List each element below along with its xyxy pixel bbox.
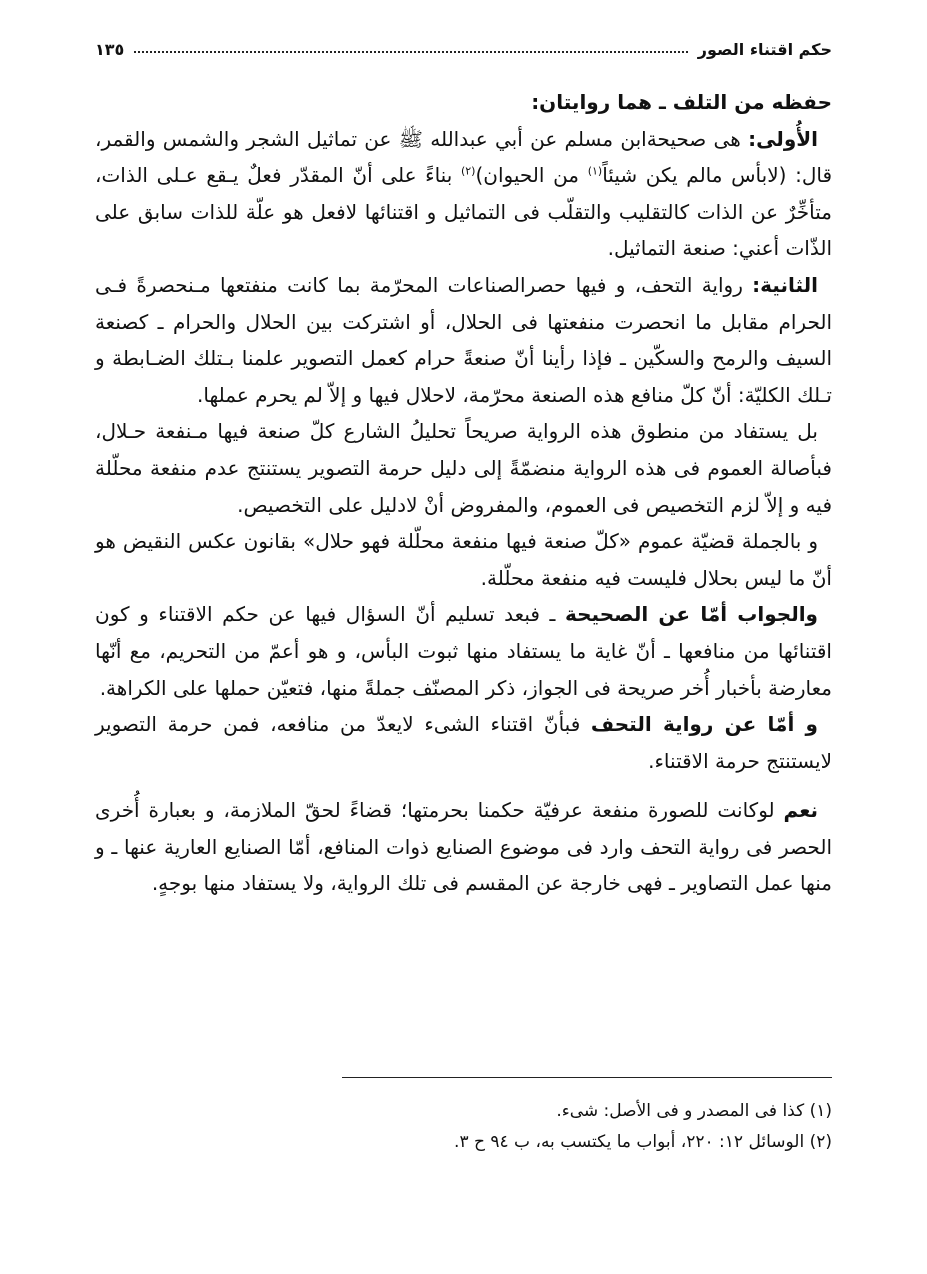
paragraph-5-text: و بالجملة قضيّة عموم «كلّ صنعة فيها منفعة محلّلة فهو حلال» بقانون عكس النقيض هو أنّ ما ليس بحلال فليست فيه منفعة محلّلة. [95, 529, 832, 590]
page-number: ١٣٥ [95, 39, 125, 59]
paragraph-4 [95, 413, 832, 523]
paragraph-6-text: ـ فبعد تسليم أنّ السؤال فيها عن حكم الاقتناء و كون اقتنائها من منافعها ـ أنّ غاية ما يستفاد منها ثبوت البأس، و هو أعمّ من التحريم، مع أنّها معارضة بأخبار أُخر صريحة فى الجواز، ذكر المصنّف جملةً منها، فتعيّن حملها على الكراهة. [95, 602, 832, 700]
paragraph-1-text: حفظه من التلف ـ هما روايتان: [531, 90, 832, 114]
paragraph-8 [95, 792, 832, 902]
paragraph-6 [95, 596, 832, 706]
paragraph-2 [95, 121, 832, 267]
footnote-ref-2[interactable]: (٢) [460, 164, 476, 178]
paragraph-3-lead: الثانية: [752, 272, 818, 297]
footnote-ref-1[interactable]: (١) [587, 164, 603, 178]
paragraph-4-text: بل يستفاد من منطوق هذه الرواية صريحاً تحليلُ الشارع كلّ صنعة فيها مـنفعة حـلال، فبأصالة العموم فى هذه الرواية منضمّةً إلى دليل حرمة التصوير يستنتج عدم منفعة محلّلة فيه و إلاّ لزم التخصيص فى العموم، والمفروض أنْ لادليل على التخصيص. [95, 419, 832, 517]
header-title: حكم اقتناء الصور [697, 39, 832, 59]
paragraph-1 [95, 84, 832, 121]
footnote-1: (١) كذا فى المصدر و فى الأصل: شىء. [556, 1101, 832, 1121]
paragraph-2-lead: الأُولى: [748, 126, 818, 151]
paragraph-6-lead: والجواب أمّا عن الصحيحة [565, 602, 818, 627]
footnote-2: (٢) الوسائل ١٢: ٢٢٠، أبواب ما يكتسب به، ب ٩٤ ح ٣. [454, 1132, 832, 1152]
paragraph-8-lead: نعم [783, 798, 818, 823]
paragraph-2-text-c: بناءً على أنّ المقدّر فعلٌ يـقع عـلى الذات، متأخِّرٌ عن الذات كالتقليب والتقلّب فى التماثيل و اقتنائها لافعل هو علّة للذات سابق على الذّات أعني: صنعة التماثيل. [95, 163, 832, 261]
main-text [95, 84, 832, 902]
footnote-separator [342, 1077, 832, 1078]
paragraph-7 [95, 706, 832, 779]
paragraph-2-text-b: من الحيوان) [475, 163, 588, 188]
paragraph-3-text: رواية التحف، و فيها حصرالصناعات المحرّمة بما كانت منفتعها مـنحصرةً فـى الحرام مقابل ما انحصرت منفعتها فى الحلال، أو اشتركت بين الحلال والحرام ـ كصنعة السيف والرمح والسكّين ـ فإذا رأينا أنّ صنعةً حرام كعمل التصوير علمنا بـتلك الضـابطة و تـلك الكليّة: أنّ كلّ منافع هذه الصنعة محرّمة، لاحلال فيها و إلاّ لم يحرم عملها. [95, 272, 832, 407]
paragraph-5 [95, 523, 832, 596]
footnotes [95, 1096, 832, 1158]
paragraph-8-text: لوكانت للصورة منفعة عرفيّة حكمنا بحرمتها؛ قضاءً لحقّ الملازمة، و بعبارة أُخرى الحصر فى رواية التحف وارد فى موضوع الصنايع ذوات المنافع، أمّا الصنايع العارية عنها ـ و منها عمل التصاوير ـ فهى خارجة عن المقسم فى تلك الرواية، ولا يستفاد منها بوجهٍ. [95, 798, 832, 896]
running-header [95, 34, 832, 64]
paragraph-7-text: فبأنّ اقتناء الشىء لايعدّ من منافعه، فمن حرمة التصوير لايستنتج حرمة الاقتناء. [95, 712, 832, 773]
header-dot-leader [134, 45, 687, 53]
paragraph-3 [95, 267, 832, 413]
paragraph-2-text-a: هى صحيحةابن مسلم عن أبي عبدالله ﷺ عن تماثيل الشجر والشمس والقمر، قال: (لابأس مالم يكن شيئاً [95, 126, 833, 188]
paragraph-7-lead: و أمّا عن رواية التحف [590, 712, 818, 737]
